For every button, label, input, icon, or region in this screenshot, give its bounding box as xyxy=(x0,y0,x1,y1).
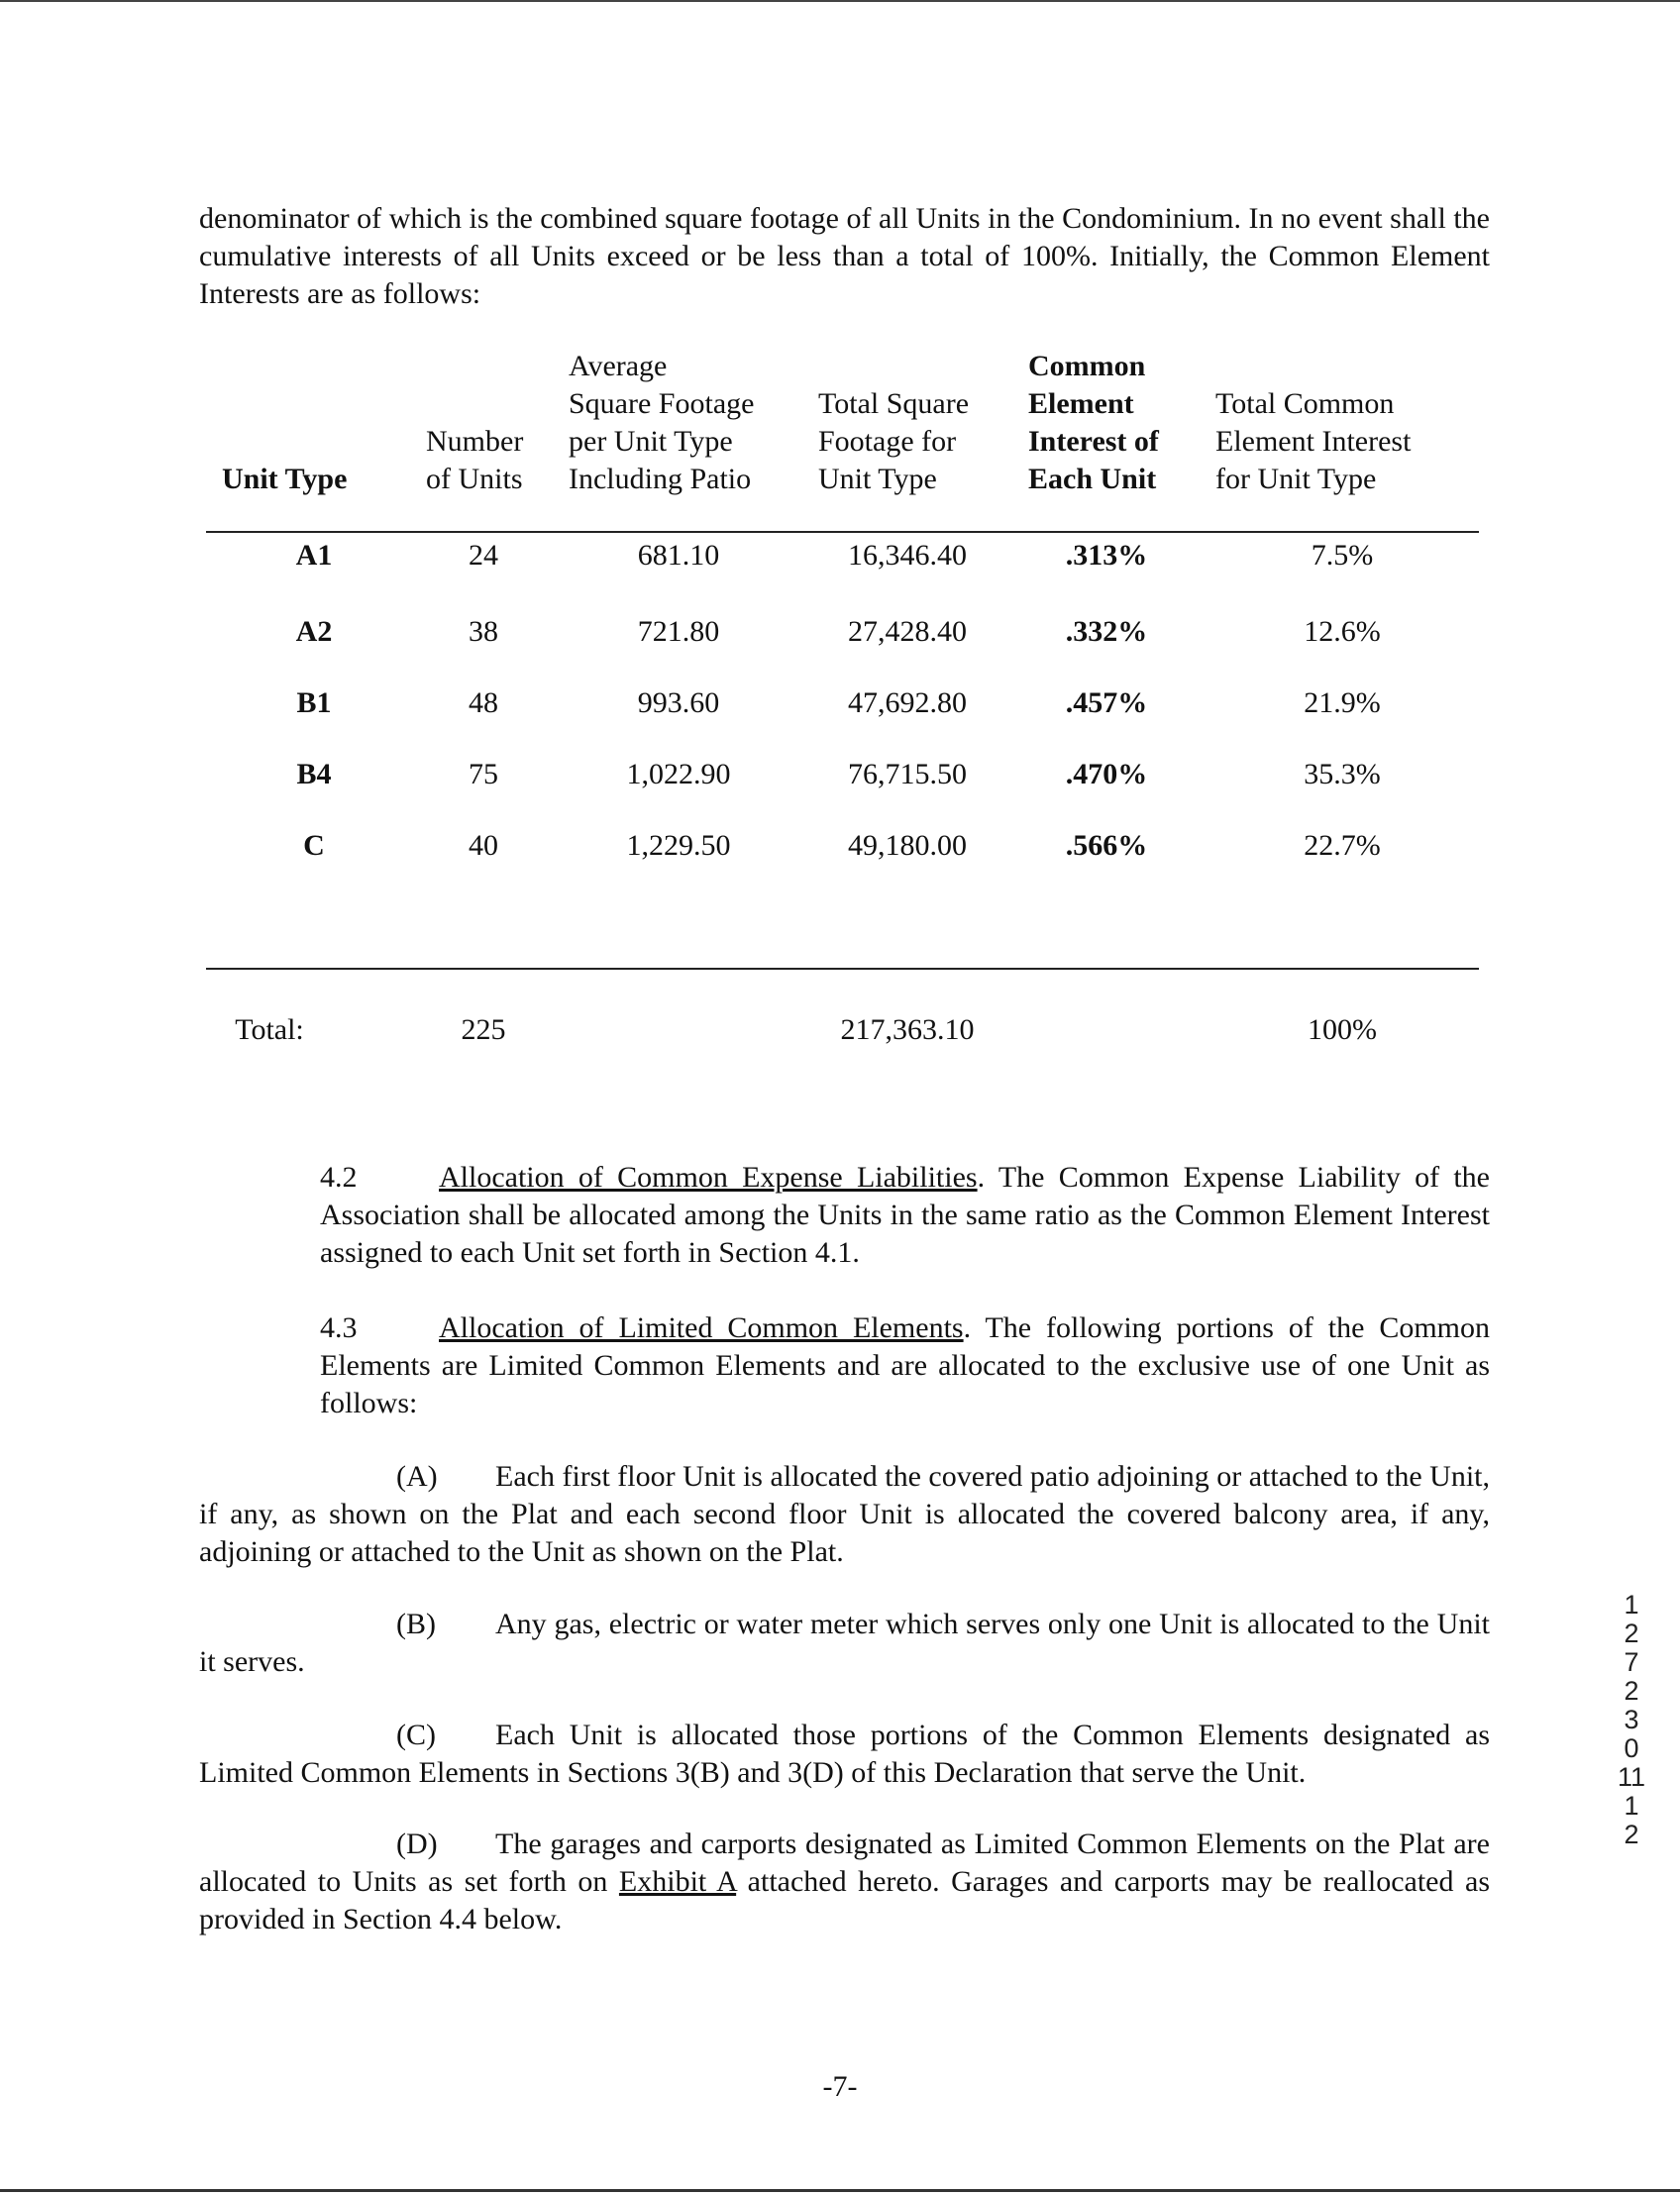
cell-number-units: 38 xyxy=(469,615,498,648)
cell-number-units: 75 xyxy=(469,758,498,790)
header-cei-each-line1: Common xyxy=(1028,350,1146,382)
cell-unit-type: A1 xyxy=(295,539,333,572)
cell-avg-sqft: 681.10 xyxy=(637,539,720,572)
total-interest: 100% xyxy=(1308,1013,1377,1046)
total-sqft: 217,363.10 xyxy=(840,1013,975,1046)
scan-bottom-edge xyxy=(0,2189,1680,2192)
subsection-d xyxy=(199,1826,1490,1938)
header-total-sqft-line1: Total Square xyxy=(818,387,970,420)
header-total-sqft-line3: Unit Type xyxy=(818,463,937,495)
subsection-d-label: (D) xyxy=(396,1828,438,1860)
section-4-3-heading: Allocation of Limited Common Elements xyxy=(439,1311,964,1344)
cell-unit-type: A2 xyxy=(295,615,333,648)
subsection-b xyxy=(199,1606,1490,1681)
cell-total-sqft: 16,346.40 xyxy=(848,539,967,572)
cell-total-cei: 22.7% xyxy=(1304,829,1381,862)
cell-unit-type: B4 xyxy=(296,758,332,790)
header-total-cei-line1: Total Common xyxy=(1215,387,1395,420)
cell-total-cei: 35.3% xyxy=(1304,758,1381,790)
header-cei-each-line4: Each Unit xyxy=(1028,463,1157,495)
header-unit-type: Unit Type xyxy=(222,463,348,495)
total-label: Total: xyxy=(235,1013,304,1046)
section-4-3-text: . The following portions of the Common Elements are Limited Common Elements and are allocated to the exclusive use of one Unit as follows: xyxy=(320,1311,1491,1419)
cell-avg-sqft: 1,022.90 xyxy=(626,758,731,790)
subsection-c-label: (C) xyxy=(396,1719,436,1751)
table-top-rule xyxy=(206,531,1479,533)
cell-total-cei: 12.6% xyxy=(1304,615,1381,648)
cell-avg-sqft: 993.60 xyxy=(637,686,720,719)
header-total-sqft-line2: Footage for xyxy=(818,425,957,458)
subsection-a-label: (A) xyxy=(396,1460,438,1493)
cell-number-units: 40 xyxy=(469,829,498,862)
subsection-d-text-2: attached hereto. Garages and carports may be reallocated as provided in Section 4.4 below. xyxy=(199,1865,1490,1935)
total-units: 225 xyxy=(461,1013,506,1046)
header-total-cei-line2: Element Interest xyxy=(1215,425,1412,458)
subsection-a xyxy=(199,1458,1490,1571)
cell-cei-each: .457% xyxy=(1065,686,1148,719)
subsection-a-text: Each first floor Unit is allocated the covered patio adjoining or attached to the Unit, if any, as shown on the Plat and each second floor Unit is allocated the covered balcony area, if any, adjoining or attached to the Unit as shown on the Plat. xyxy=(199,1460,1490,1568)
header-avg-sqft-line3: per Unit Type xyxy=(569,425,733,458)
cell-unit-type: C xyxy=(303,829,325,862)
header-avg-sqft-line4: Including Patio xyxy=(569,463,752,495)
table-bottom-rule xyxy=(206,968,1479,970)
recording-stamp: 12723 01112 xyxy=(1617,1590,1646,1849)
header-avg-sqft-line1: Average xyxy=(569,350,668,382)
cell-total-sqft: 49,180.00 xyxy=(848,829,967,862)
scan-top-edge xyxy=(0,0,1680,2)
header-cei-each-line3: Interest of xyxy=(1028,425,1159,458)
section-4-2 xyxy=(199,1159,1490,1272)
header-number-units-line1: Number xyxy=(426,425,524,458)
intro-paragraph: denominator of which is the combined square footage of all Units in the Condominium. In no event shall the cumulative interests of all Units exceed or be less than a total of 100%. Initially, the Common Element Interests are as follows: xyxy=(199,202,1490,310)
subsection-c xyxy=(199,1717,1490,1792)
cell-cei-each: .470% xyxy=(1065,758,1148,790)
cell-cei-each: .313% xyxy=(1065,539,1148,572)
subsection-d-text-1: The garages and carports designated as Limited Common Elements on the Plat are allocated to Units as set forth on xyxy=(199,1828,1490,1898)
section-4-3-number: 4.3 xyxy=(320,1311,358,1344)
section-4-2-number: 4.2 xyxy=(320,1161,358,1194)
subsection-b-text: Any gas, electric or water meter which serves only one Unit is allocated to the Unit it serves. xyxy=(199,1608,1490,1678)
cell-total-cei: 7.5% xyxy=(1311,539,1374,572)
cell-unit-type: B1 xyxy=(296,686,332,719)
header-cei-each-line2: Element xyxy=(1028,387,1134,420)
subsection-b-label: (B) xyxy=(396,1608,436,1640)
cell-number-units: 48 xyxy=(469,686,498,719)
cell-avg-sqft: 1,229.50 xyxy=(626,829,731,862)
header-number-units-line2: of Units xyxy=(426,463,523,495)
cell-total-cei: 21.9% xyxy=(1304,686,1381,719)
section-4-2-text: . The Common Expense Liability of the Association shall be allocated among the Units in the same ratio as the Common Element Interest assigned to each Unit set forth in Section 4.1. xyxy=(320,1161,1491,1269)
cell-total-sqft: 76,715.50 xyxy=(848,758,967,790)
cell-number-units: 24 xyxy=(469,539,498,572)
cell-avg-sqft: 721.80 xyxy=(637,615,720,648)
header-avg-sqft-line2: Square Footage xyxy=(569,387,755,420)
section-4-2-heading: Allocation of Common Expense Liabilities xyxy=(439,1161,978,1194)
cell-cei-each: .566% xyxy=(1065,829,1148,862)
cell-total-sqft: 27,428.40 xyxy=(848,615,967,648)
page-number: -7- xyxy=(822,2070,858,2103)
section-4-3 xyxy=(199,1309,1490,1422)
subsection-d-link: Exhibit A xyxy=(618,1865,737,1898)
subsection-c-text: Each Unit is allocated those portions of the Common Elements designated as Limited Common Elements in Sections 3(B) and 3(D) of this Declaration that serve the Unit. xyxy=(199,1719,1490,1789)
header-total-cei-line3: for Unit Type xyxy=(1215,463,1377,495)
cell-cei-each: .332% xyxy=(1065,615,1148,648)
cell-total-sqft: 47,692.80 xyxy=(848,686,967,719)
